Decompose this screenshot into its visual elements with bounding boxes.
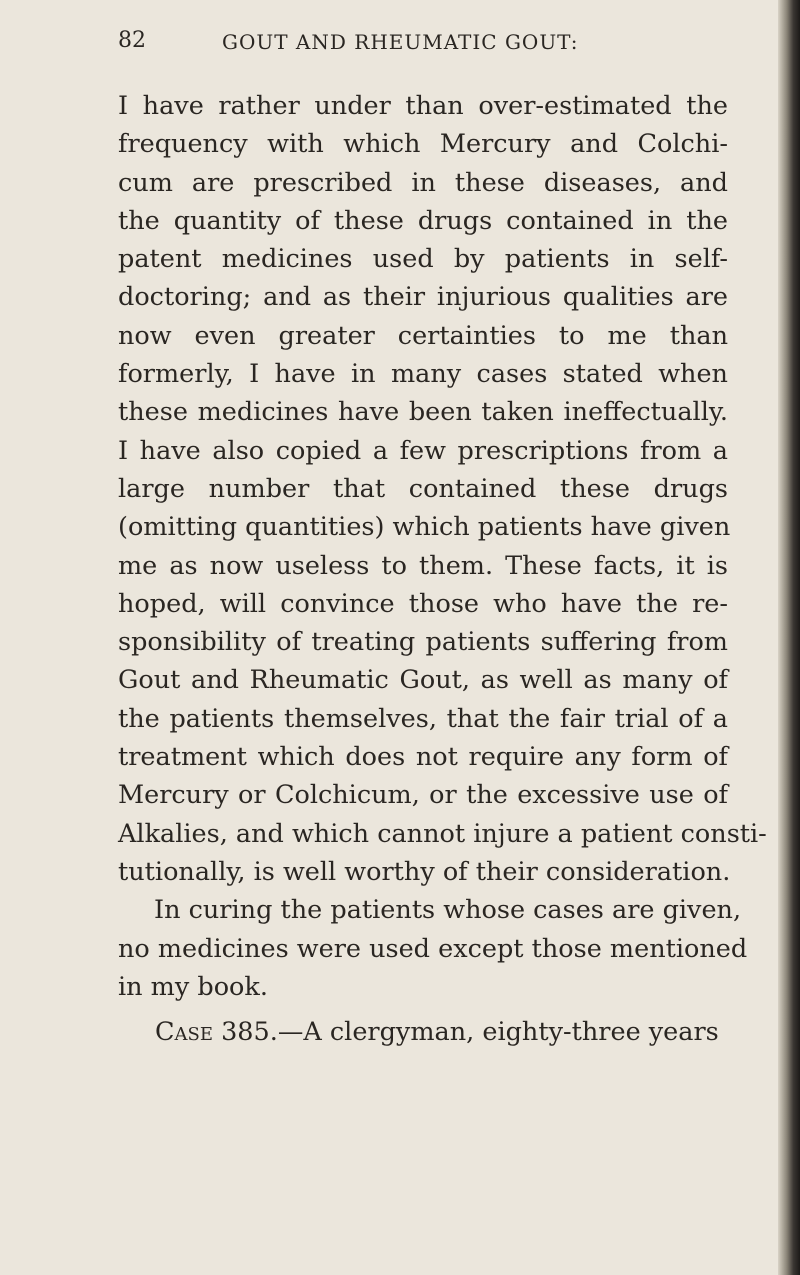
text-line: doctoring; and as their injurious qualities are [118,282,728,313]
text-line: I have rather under than over-estimated the [118,91,728,121]
text-line: large number that contained these drugs [118,473,728,504]
text-line: cum are prescribed in these diseases, and [118,167,728,198]
body-text [118,87,767,1006]
text-line: hoped, will convince those who have the re- [118,588,728,619]
case-text: —A clergyman, eighty-three years [277,1017,719,1047]
text-line: me as now useless to them. These facts, it is [118,550,728,581]
text-line: now even greater certainties to me than [118,320,728,351]
text-line: tutionally, is well worthy of their consideration. [118,856,731,887]
page-edge-shadow [778,0,800,1275]
text-line: Alkalies, and which cannot injure a patient consti- [118,818,767,849]
running-head: GOUT AND RHEUMATIC GOUT: [222,30,579,54]
text-line: formerly, I have in many cases stated when [118,359,728,390]
text-line: in my book. [118,971,268,1002]
text-line: I have also copied a few prescriptions from a [118,435,728,466]
case-heading [155,1017,719,1047]
text-line: these medicines have been taken ineffectually. [118,397,728,428]
text-line: Mercury or Colchicum, or the excessive use of [118,780,728,811]
text-line: the quantity of these drugs contained in the [118,205,728,236]
text-line: Gout and Rheumatic Gout, as well as many of [118,665,728,696]
text-line: patent medicines used by patients in self- [118,244,728,275]
text-line: no medicines were used except those mentioned [118,933,748,964]
text-line: (omitting quantities) which patients have given [118,512,731,543]
case-label: Case 385. [155,1017,278,1047]
text-line: sponsibility of treating patients suffering from [118,627,728,658]
text-line: frequency with which Mercury and Colchi- [118,129,728,160]
text-line: the patients themselves, that the fair trial of a [118,703,728,734]
page-number: 82 [118,28,146,53]
text-line: In curing the patients whose cases are given, [154,895,742,926]
text-line: treatment which does not require any form of [118,742,728,773]
